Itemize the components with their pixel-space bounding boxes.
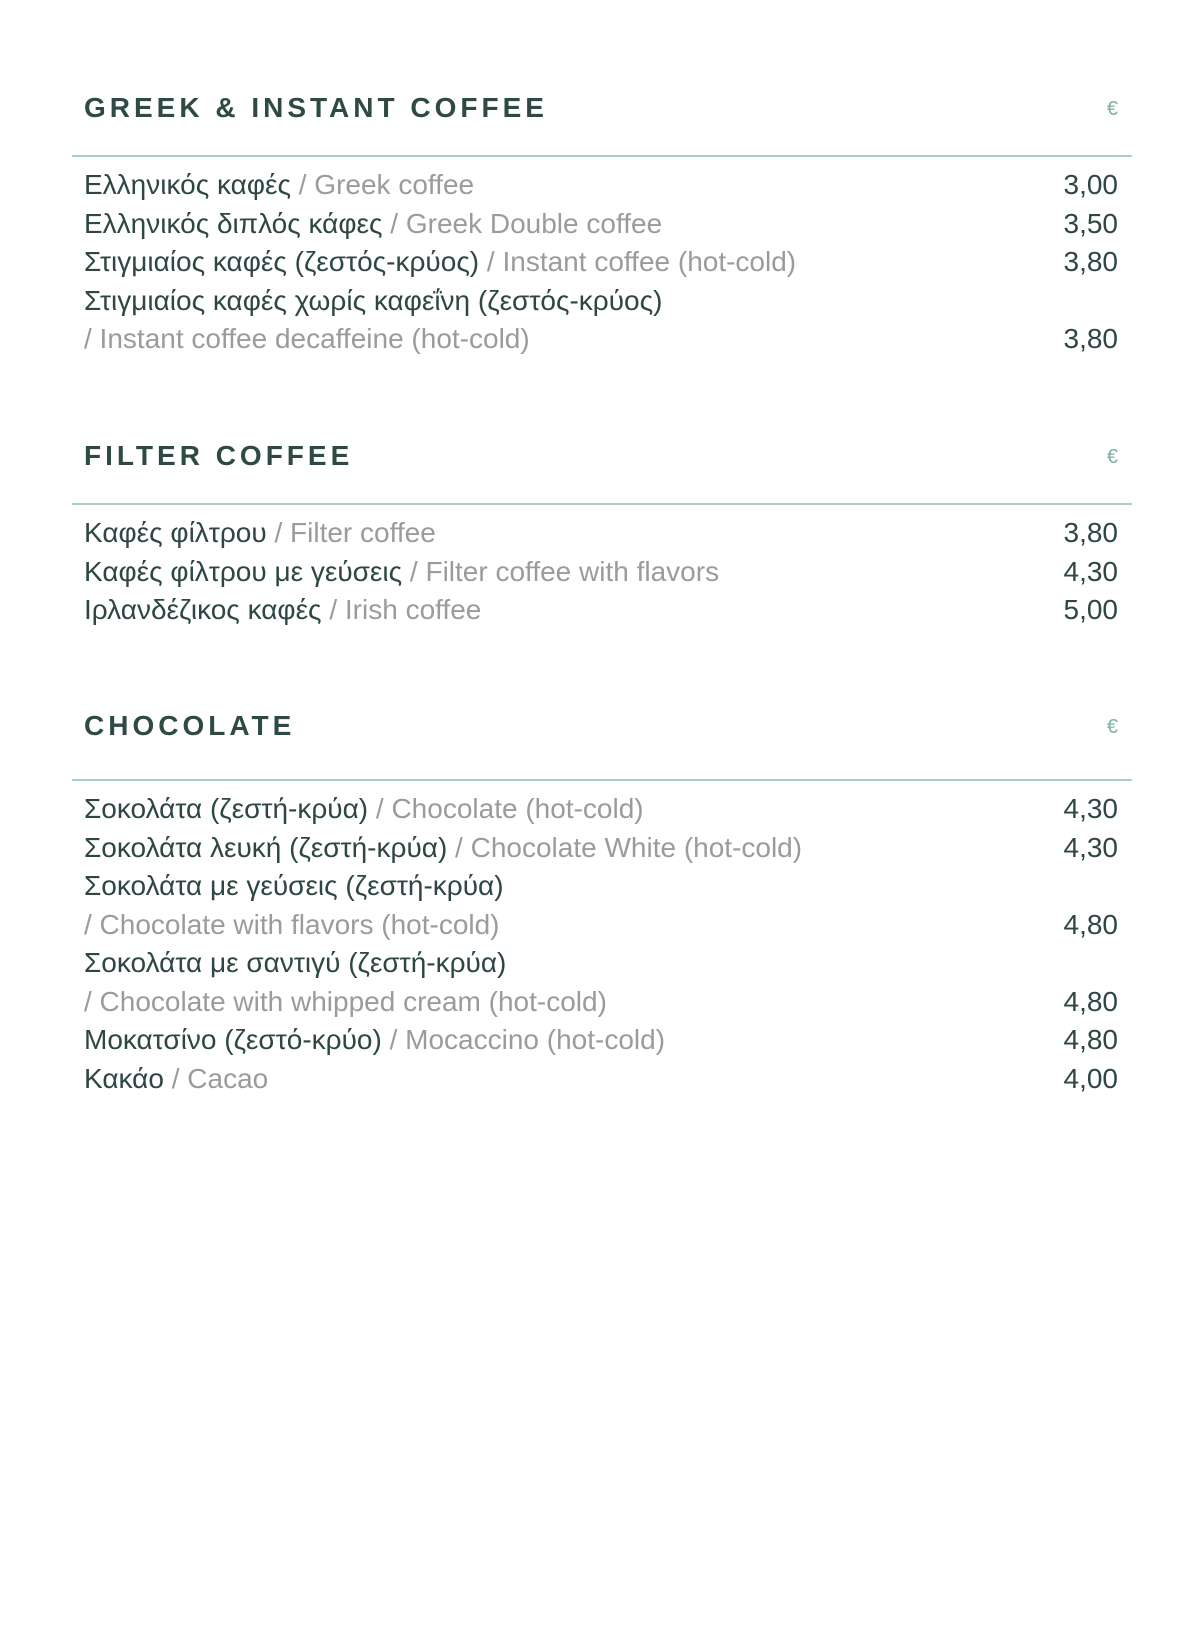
menu-item <box>84 553 1118 592</box>
item-name-greek: Μοκατσίνο (ζεστό-κρύο) <box>84 1024 382 1055</box>
item-price: 4,30 <box>1063 555 1118 587</box>
item-name-greek: Ελληνικός διπλός κάφες <box>84 207 383 239</box>
menu-item <box>84 1060 1118 1099</box>
menu-item <box>84 166 1118 205</box>
menu-item <box>84 1021 1118 1060</box>
item-name-greek: Ελληνικός καφές <box>84 169 291 200</box>
section-title: CHOCOLATE <box>84 710 296 741</box>
menu-item <box>84 320 1118 359</box>
menu-item <box>84 829 1118 868</box>
item-list <box>84 166 1118 359</box>
currency-symbol: € <box>1106 98 1118 120</box>
currency-symbol: € <box>1106 716 1118 738</box>
menu-item <box>84 591 1118 630</box>
menu-item <box>84 867 1118 906</box>
item-price: 4,30 <box>1063 793 1118 824</box>
section-header <box>72 438 1132 488</box>
menu-item <box>84 514 1118 553</box>
item-price: 4,00 <box>1063 1062 1118 1094</box>
item-price: 5,00 <box>1063 594 1118 625</box>
menu-item <box>84 906 1118 945</box>
item-name-english: / Mocaccino (hot-cold) <box>389 1024 666 1055</box>
item-price: 4,80 <box>1063 985 1118 1017</box>
menu-item <box>84 983 1118 1022</box>
item-name-greek: Στιγμιαίος καφές (ζεστός-κρύος) <box>84 246 480 277</box>
menu-item <box>84 205 1118 244</box>
item-price: 4,80 <box>1063 1024 1118 1055</box>
section-header <box>72 708 1132 758</box>
item-name-english: / Chocolate (hot-cold) <box>375 793 644 824</box>
item-name-english: / Irish coffee <box>329 594 482 625</box>
item-list <box>84 514 1118 630</box>
item-price: 3,80 <box>1063 246 1118 277</box>
item-name-english: / Cacao <box>171 1062 269 1094</box>
item-price: 3,80 <box>1063 517 1118 548</box>
section-chocolate <box>72 708 1132 1094</box>
item-name-english: / Chocolate with flavors (hot-cold) <box>84 908 500 940</box>
item-name-english: / Chocolate with whipped cream (hot-cold) <box>84 985 607 1017</box>
item-price: 4,30 <box>1063 831 1118 863</box>
item-name-greek: Καφές φίλτρου με γεύσεις <box>84 555 403 587</box>
section-header <box>72 90 1132 140</box>
item-name-english: / Filter coffee with flavors <box>409 555 720 587</box>
item-name-greek: Σοκολάτα λευκή (ζεστή-κρύα) <box>84 831 448 863</box>
item-name-english: / Greek coffee <box>298 169 475 200</box>
section-filter-coffee <box>72 438 1132 625</box>
item-name-english: / Greek Double coffee <box>390 207 663 239</box>
item-name-greek: Σοκολάτα με σαντιγύ (ζεστή-κρύα) <box>84 947 507 978</box>
menu-item <box>84 944 1118 983</box>
item-name-english: / Instant coffee (hot-cold) <box>486 246 797 277</box>
section-divider <box>72 503 1132 505</box>
item-price: 4,80 <box>1063 908 1118 940</box>
menu-item <box>84 282 1118 321</box>
item-name-english: / Filter coffee <box>274 517 436 548</box>
section-greek-instant-coffee <box>72 90 1132 354</box>
item-name-greek: Στιγμιαίος καφές χωρίς καφεΐνη (ζεστός-κρύος) <box>84 284 663 316</box>
menu-item <box>84 790 1118 829</box>
item-name-greek: Ιρλανδέζικος καφές <box>84 594 322 625</box>
item-name-greek: Κακάο <box>84 1062 164 1094</box>
section-title: FILTER COFFEE <box>84 440 354 471</box>
currency-symbol: € <box>1106 446 1118 468</box>
menu-item <box>84 243 1118 282</box>
item-price: 3,80 <box>1063 323 1118 354</box>
item-list <box>84 790 1118 1098</box>
item-name-english: / Instant coffee decaffeine (hot-cold) <box>84 323 530 354</box>
item-name-greek: Σοκολάτα (ζεστή-κρύα) <box>84 793 369 824</box>
item-price: 3,00 <box>1063 169 1118 200</box>
item-name-english: / Chocolate White (hot-cold) <box>455 831 803 863</box>
section-divider <box>72 779 1132 781</box>
item-name-greek: Καφές φίλτρου <box>84 517 267 548</box>
section-divider <box>72 155 1132 157</box>
section-title: GREEK & INSTANT COFFEE <box>84 92 548 123</box>
item-name-greek: Σοκολάτα με γεύσεις (ζεστή-κρύα) <box>84 870 504 901</box>
item-price: 3,50 <box>1063 207 1118 239</box>
